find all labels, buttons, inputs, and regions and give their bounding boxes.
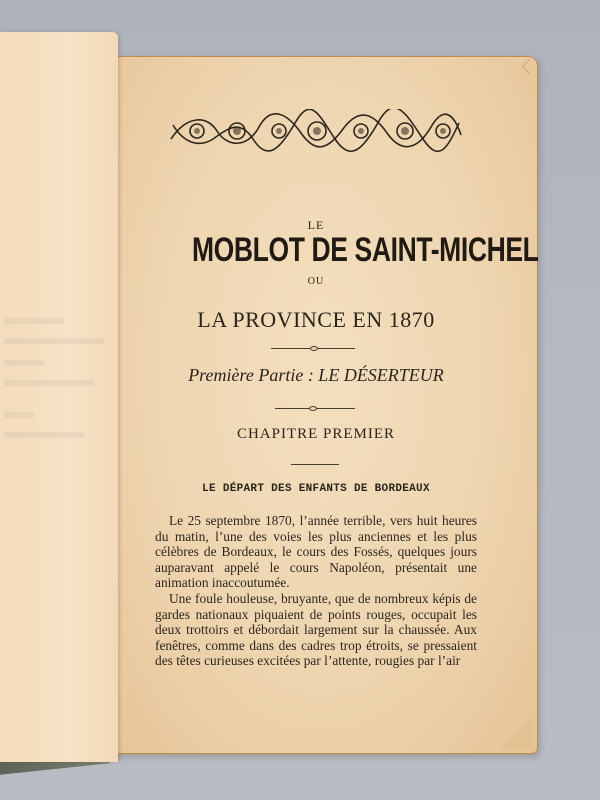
title-conjunction: OU — [307, 276, 325, 287]
rule-ornament-icon — [310, 346, 318, 351]
body-text — [155, 513, 477, 669]
foliage-ornament-icon — [167, 109, 465, 155]
left-page — [0, 32, 118, 762]
page-corner-fold — [499, 715, 533, 749]
show-through-text — [4, 338, 104, 344]
chapter-heading: CHAPITRE PREMIER — [236, 426, 396, 442]
paragraph: Une foule houleuse, bruyante, que de nombreux képis de gardes nationaux piquaient de points rouges, occupait les deux trottoirs et débordait largement sur la chaussée. Aux fenêtres, comme dans des cadres trop étroits, se pressaient des têtes curieuses excitées par l’attente, rougies par l’air — [155, 590, 477, 669]
part-heading: Première Partie : LE DÉSERTEUR — [188, 365, 444, 385]
rule-ornament-icon — [309, 406, 317, 411]
show-through-text — [4, 432, 84, 438]
page-corner-wear — [522, 59, 538, 75]
show-through-text — [4, 380, 94, 386]
section-heading: LE DÉPART DES ENFANTS DE BORDEAUX — [202, 483, 430, 495]
page-content — [155, 57, 539, 753]
paragraph: Le 25 septembre 1870, l’année terrible, vers huit heures du matin, l’une des voies les plus anciennes et les plus célèbres de Bordeaux, le cours des Fossés, quelques jours auparavant appelé le cours Napoléon, présentait une animation inaccoutumée. — [155, 513, 477, 591]
show-through-text — [4, 318, 64, 324]
book-subtitle: LA PROVINCE EN 1870 — [197, 307, 435, 332]
show-through-text — [4, 412, 34, 418]
right-page — [104, 56, 538, 754]
book-title: MOBLOT DE SAINT-MICHEL — [191, 231, 539, 269]
show-through-text — [4, 360, 44, 366]
chapter-rule — [291, 464, 339, 465]
title-article: LE — [307, 218, 325, 232]
